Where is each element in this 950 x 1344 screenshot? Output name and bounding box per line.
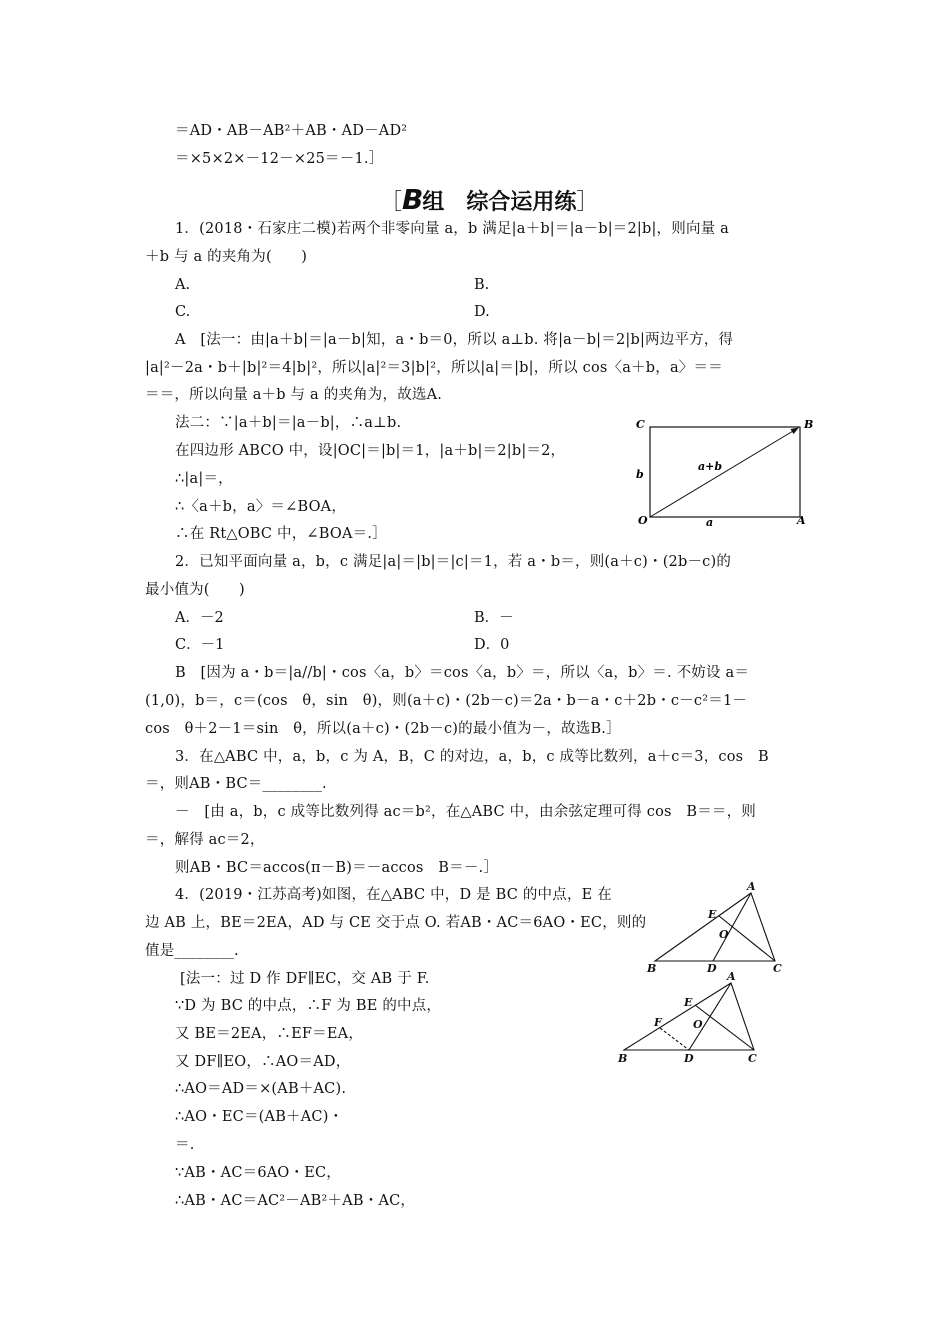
label-F: F <box>654 1016 662 1029</box>
solution-line: 法二：∵|a＋b|＝|a－b|，∴a⊥b. <box>175 415 402 431</box>
label-O: O <box>693 1018 703 1031</box>
label-A: A <box>727 970 736 983</box>
option-a: A．－2 <box>175 610 224 626</box>
question-1-stem: 1．(2018・石家庄二模)若两个非零向量 a，b 满足|a＋b|＝|a－b|＝2|b|，则向量 a <box>175 221 730 237</box>
solution-line: ∴AB・AC＝AC²－AB²＋AB・AC， <box>175 1193 416 1209</box>
rectangle-figure <box>636 418 813 529</box>
question-3-stem: 3．在△ABC 中，a，b，c 为 A，B，C 的对边，a，b，c 成等比数列，a＋c＝3，cos B <box>175 749 769 765</box>
solution-line: |a|²－2a・b＋|b|²＝4|b|²，所以|a|²＝3|b|²，所以|a|＝|b|，所以 cos〈a＋b，a〉＝＝ <box>145 360 723 376</box>
question-1-stem: ＋b 与 a 的夹角为( ) <box>145 249 308 265</box>
segment-DF-dashed <box>660 1028 689 1050</box>
diagonal-vector <box>650 428 798 517</box>
solution-line: 在四边形 ABCO 中，设|OC|＝|b|＝1，|a＋b|＝2|b|＝2， <box>175 443 566 459</box>
label-b: b <box>636 468 644 481</box>
label-D: D <box>707 962 717 975</box>
solution-line: ∵D 为 BC 的中点，∴F 为 BE 的中点， <box>175 998 442 1014</box>
section-title: 组 综合运用练 <box>422 190 577 215</box>
solution-line: ∴AO＝AD＝×(AB＋AC). <box>175 1081 347 1097</box>
label-A: A <box>797 514 806 527</box>
option-d: D. <box>474 304 490 320</box>
label-O: O <box>719 928 729 941</box>
solution-line: ∴在 Rt△OBC 中，∠BOA＝.］ <box>175 526 387 542</box>
question-4-stem: 4．(2019・江苏高考)如图，在△ABC 中，D 是 BC 的中点，E 在 <box>175 887 612 903</box>
option-c: C．－1 <box>175 637 225 653</box>
label-O: O <box>638 514 648 527</box>
solution-line: ＝＝，所以向量 a＋b 与 a 的夹角为，故选A. <box>145 387 443 403</box>
label-B: B <box>618 1052 628 1065</box>
solution-line: ∴〈a＋b，a〉＝∠BOA， <box>175 499 347 515</box>
solution-line: B [因为 a・b＝|a//b|・cos〈a，b〉＝cos〈a，b〉＝，所以〈a，b〉＝. 不妨设 a＝ <box>175 665 750 681</box>
label-a-plus-b: a+b <box>698 460 723 473</box>
solution-line: ∴AO・EC＝(AB＋AC)・ <box>175 1109 344 1125</box>
option-a: A. <box>175 277 191 293</box>
solution-line: (1,0)，b＝，c＝(cos θ，sin θ)，则(a＋c)・(2b－c)＝2a・b－a・c＋2b・c－c²＝1－ <box>145 693 748 709</box>
label-C: C <box>773 962 782 975</box>
triangle-ABC <box>655 893 775 961</box>
label-C: C <box>748 1052 757 1065</box>
question-2-stem: 2．已知平面向量 a，b，c 满足|a|＝|b|＝|c|＝1，若 a・b＝，则(a＋c)・(2b－c)的 <box>175 554 732 570</box>
label-B: B <box>804 418 814 431</box>
equation-line: ＝×5×2×－12－×25＝－1.］ <box>175 151 384 167</box>
bracket-close: ］ <box>576 190 599 215</box>
solution-line: A [法一：由|a＋b|＝|a－b|知，a・b＝0，所以 a⊥b. 将|a－b|＝2|b|两边平方，得 <box>175 332 734 348</box>
label-E: E <box>708 908 717 921</box>
solution-line: 又 DF∥EO，∴AO＝AD， <box>175 1054 351 1070</box>
label-B: B <box>647 962 657 975</box>
label-A: A <box>747 880 756 893</box>
option-d: D．0 <box>474 637 510 653</box>
question-3-stem: ＝，则AB・BC＝________. <box>145 776 327 792</box>
question-4-stem: 值是________. <box>145 943 239 959</box>
triangle-figure-with-F <box>624 983 754 1050</box>
section-letter: B <box>402 183 423 216</box>
triangle-ABC <box>624 983 754 1050</box>
triangle-figure <box>655 893 775 961</box>
solution-line: [法一：过 D 作 DF∥EC，交 AB 于 F. <box>180 971 430 987</box>
bracket-open: ［ <box>380 190 403 215</box>
label-C: C <box>636 418 645 431</box>
solution-line: ∵AB・AC＝6AO・EC， <box>175 1165 341 1181</box>
question-4-stem: 边 AB 上，BE＝2EA，AD 与 CE 交于点 O. 若AB・AC＝6AO・EC，则的 <box>145 915 647 931</box>
option-b: B. <box>474 277 490 293</box>
solution-line: 又 BE＝2EA，∴EF＝EA， <box>175 1026 364 1042</box>
solution-line: cos θ＋2－1＝sin θ，所以(a＋c)・(2b－c)的最小值为－，故选B.］ <box>145 721 621 737</box>
label-D: D <box>684 1052 694 1065</box>
segment-CE <box>695 1005 754 1050</box>
equation-line: ＝AD・AB－AB²＋AB・AD－AD² <box>175 123 408 139</box>
label-a: a <box>706 516 714 529</box>
solution-line: ∴|a|＝， <box>175 471 233 487</box>
solution-line: － [由 a，b，c 成等比数列得 ac＝b²，在△ABC 中，由余弦定理可得 cos B＝＝，则 <box>175 804 756 820</box>
solution-line: ＝，解得 ac＝2， <box>145 832 265 848</box>
option-b: B．－ <box>474 610 514 626</box>
label-E: E <box>684 996 693 1009</box>
option-c: C. <box>175 304 191 320</box>
solution-line: 则AB・BC＝accos(π－B)＝－accos B＝－.］ <box>175 860 499 876</box>
solution-line: ＝. <box>175 1137 195 1153</box>
question-2-stem: 最小值为( ) <box>145 582 245 598</box>
